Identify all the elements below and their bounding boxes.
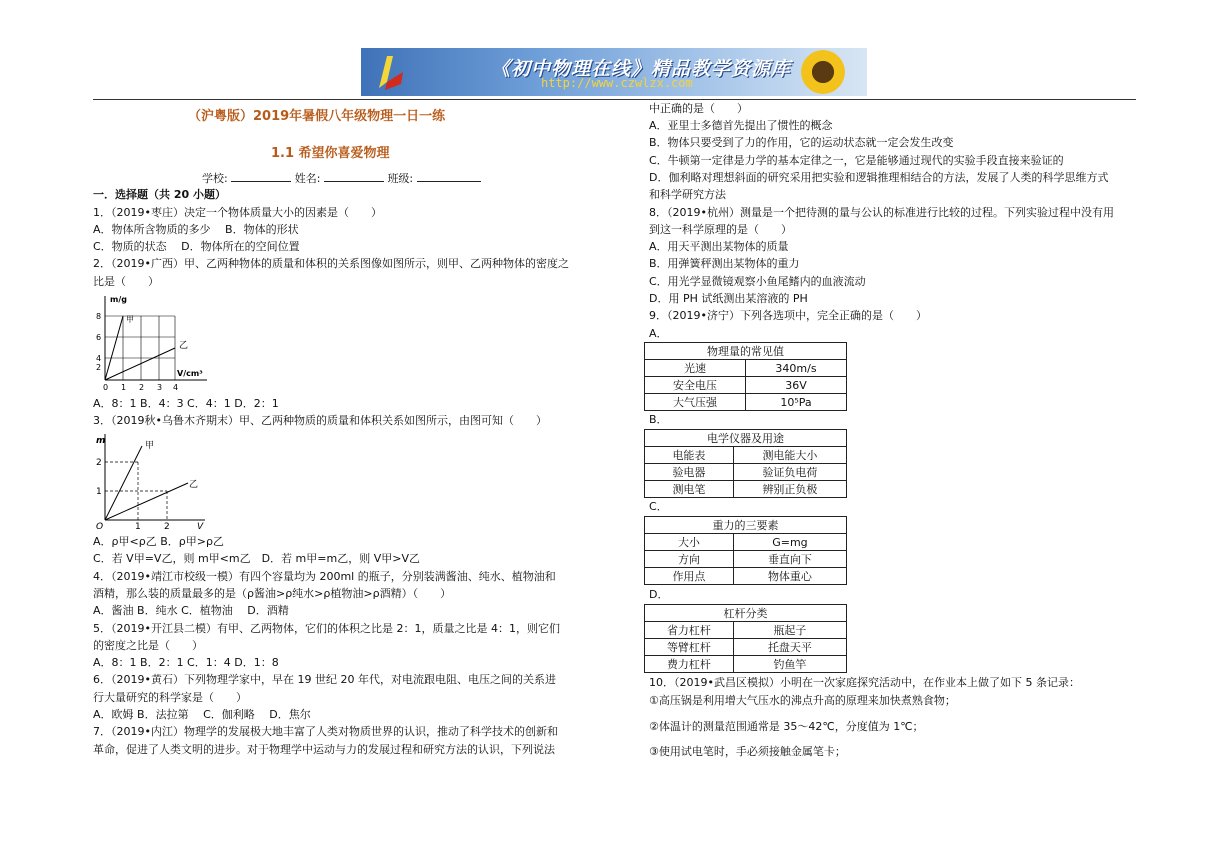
table-cell: 安全电压 bbox=[645, 377, 746, 394]
table-cell: 物体重心 bbox=[733, 568, 846, 585]
table-cell: 验电器 bbox=[645, 464, 734, 481]
tick-label: 4 bbox=[173, 383, 179, 392]
question-line: 革命，促进了人类文明的进步。对于物理学中运动与力的发展过程和研究方法的认识，下列说法 bbox=[93, 743, 555, 756]
question-line: 4．（2019•靖江市校级一模）有四个容量均为 200ml 的瓶子，分别装满酱油、纯水、植物油和 bbox=[93, 570, 556, 583]
header-banner bbox=[361, 48, 867, 96]
option-label: C． bbox=[649, 500, 668, 513]
header-rule bbox=[93, 99, 1136, 100]
question-line: D．用 PH 试纸测出某溶液的 PH bbox=[649, 292, 808, 305]
record-item: ①高压锅是利用增大气压水的沸点升高的原理来加快煮熟食物； bbox=[649, 694, 956, 707]
question-line: A．用天平测出某物体的质量 bbox=[649, 240, 789, 253]
table-cell: 钓鱼竿 bbox=[733, 656, 846, 673]
question-line: 1．（2019•枣庄）决定一个物体质量大小的因素是（ ） bbox=[93, 206, 382, 219]
page-title: （沪粤版）2019年暑假八年级物理一日一练 bbox=[188, 109, 446, 124]
sunflower-image bbox=[801, 50, 845, 94]
table-title: 杠杆分类 bbox=[645, 605, 847, 622]
table-cell: 36V bbox=[746, 377, 847, 394]
question-line: 6．（2019•黄石）下列物理学家中，早在 19 世纪 20 年代，对电流跟电阻、电压之间的关系进 bbox=[93, 673, 556, 686]
tick-label: 1 bbox=[96, 487, 102, 497]
tick-label: 6 bbox=[96, 333, 102, 342]
question-line: B．物体只要受到了力的作用，它的运动状态就一定会发生改变 bbox=[649, 136, 954, 149]
question-line: 比是（ ） bbox=[93, 275, 159, 288]
tick-label: 2 bbox=[96, 458, 102, 468]
graph1-xlabel: V/cm³ bbox=[177, 369, 203, 378]
table-cell: 测电笔 bbox=[645, 481, 734, 498]
table-cell: 辨别正负极 bbox=[733, 481, 846, 498]
question-line: 中正确的是（ ） bbox=[649, 102, 748, 115]
banner-title: 《初中物理在线》精品教学资源库 bbox=[491, 58, 792, 80]
table-option-a bbox=[644, 342, 847, 411]
table-cell: 等臂杠杆 bbox=[645, 639, 734, 656]
answer-options: A．ρ甲<ρ乙 B．ρ甲>ρ乙 bbox=[93, 535, 224, 548]
series-label: 甲 bbox=[145, 441, 155, 451]
table-option-d bbox=[644, 604, 847, 673]
tick-label: 3 bbox=[157, 383, 163, 392]
table-cell: 方向 bbox=[645, 551, 734, 568]
table-cell: 省力杠杆 bbox=[645, 622, 734, 639]
school-label: 学校: bbox=[202, 172, 228, 185]
table-cell: 340m/s bbox=[746, 360, 847, 377]
series-label: 乙 bbox=[189, 480, 199, 490]
tick-label: 2 bbox=[164, 522, 170, 532]
record-item: ③使用试电笔时，手必须接触金属笔卡； bbox=[649, 745, 846, 758]
name-blank[interactable] bbox=[324, 171, 384, 182]
table-cell: 大小 bbox=[645, 534, 734, 551]
graph2-ylabel: m bbox=[96, 436, 106, 446]
question-line: A．亚里士多德首先提出了惯性的概念 bbox=[649, 119, 833, 132]
page-subtitle: 1.1 希望你喜爱物理 bbox=[271, 146, 390, 161]
tick-label: 0 bbox=[103, 383, 109, 392]
answer-options: A．8：1 B．4：3 C．4：1 D．2：1 bbox=[93, 397, 279, 410]
table-cell: 瓶起子 bbox=[733, 622, 846, 639]
table-cell: 10⁵Pa bbox=[746, 394, 847, 411]
graph1-ylabel: m/g bbox=[110, 295, 127, 304]
banner-url: http://www.czwlzx.com bbox=[541, 76, 693, 90]
question-line: D．伽利略对理想斜面的研究采用把实验和逻辑推理相结合的方法，发展了人类的科学思维方式 bbox=[649, 171, 1109, 184]
question-line: 2．（2019•广西）甲、乙两种物体的质量和体积的关系图像如图所示，则甲、乙两种物体的密度之 bbox=[93, 257, 569, 270]
graph2-xlabel: V bbox=[197, 522, 204, 532]
section-heading: 一．选择题（共 20 小题） bbox=[93, 188, 226, 201]
question-line: 到这一科学原理的是（ ） bbox=[649, 223, 792, 236]
question-line: C．牛顿第一定律是力学的基本定律之一，它是能够通过现代的实验手段直接来验证的 bbox=[649, 154, 1064, 167]
table-option-c bbox=[644, 516, 847, 585]
option-label: D． bbox=[649, 588, 669, 601]
question-line: C．用光学显微镜观察小鱼尾鳍内的血液流动 bbox=[649, 275, 866, 288]
tick-label: 2 bbox=[96, 363, 102, 372]
school-blank[interactable] bbox=[231, 171, 291, 182]
mass-volume-graph-1 bbox=[93, 292, 213, 394]
table-cell: G=mg bbox=[733, 534, 846, 551]
table-cell: 大气压强 bbox=[645, 394, 746, 411]
question-line: 8．（2019•杭州）测量是一个把待测的量与公认的标准进行比较的过程。下列实验过程中没有用 bbox=[649, 206, 1114, 219]
mass-volume-graph-2 bbox=[93, 432, 213, 532]
table-cell: 验证负电荷 bbox=[733, 464, 846, 481]
question-line: A．物体所含物质的多少 B．物体的形状 bbox=[93, 223, 299, 236]
info-line bbox=[202, 171, 481, 186]
table-cell: 电能表 bbox=[645, 447, 734, 464]
table-title: 物理量的常见值 bbox=[645, 343, 847, 360]
answer-options: A．欧姆 B．法拉第 C．伽利略 D．焦尔 bbox=[93, 708, 311, 721]
table-title: 重力的三要素 bbox=[645, 517, 847, 534]
name-label: 姓名: bbox=[294, 172, 321, 185]
question-line: C．物质的状态 D．物体所在的空间位置 bbox=[93, 240, 300, 253]
tick-label: 1 bbox=[121, 383, 127, 392]
series-label: 甲 bbox=[126, 315, 134, 324]
table-cell: 测电能大小 bbox=[733, 447, 846, 464]
class-label: 班级: bbox=[387, 172, 414, 185]
question-line: 5．（2019•开江县二模）有甲、乙两物体，它们的体积之比是 2：1，质量之比是 4：1，则它们 bbox=[93, 622, 560, 635]
table-cell: 费力杠杆 bbox=[645, 656, 734, 673]
question-line: 酒精，那么装的质量最多的是（ρ酱油>ρ纯水>ρ植物油>ρ酒精）（ ） bbox=[93, 587, 452, 600]
logo-icon bbox=[373, 52, 407, 92]
question-line: 7．（2019•内江）物理学的发展极大地丰富了人类对物质世界的认识，推动了科学技术的创新和 bbox=[93, 725, 558, 738]
series-label: 乙 bbox=[179, 341, 189, 351]
table-cell: 作用点 bbox=[645, 568, 734, 585]
answer-options: C．若 V甲=V乙，则 m甲<m乙 D．若 m甲=m乙，则 V甲>V乙 bbox=[93, 552, 420, 565]
option-label: B． bbox=[649, 413, 668, 426]
table-cell: 托盘天平 bbox=[733, 639, 846, 656]
record-item: ②体温计的测量范围通常是 35～42℃，分度值为 1℃； bbox=[649, 720, 924, 733]
tick-label: 2 bbox=[139, 383, 145, 392]
question-line: B．用弹簧秤测出某物体的重力 bbox=[649, 257, 800, 270]
question-line: 10．（2019•武昌区模拟）小明在一次家庭探究活动中，在作业本上做了如下 5 条记录： bbox=[649, 676, 1080, 689]
question-line: 9．（2019•济宁）下列各选项中，完全正确的是（ ） bbox=[649, 309, 927, 322]
tick-label: 8 bbox=[96, 312, 102, 321]
tick-label: 1 bbox=[135, 522, 141, 532]
question-line: 的密度之比是（ ） bbox=[93, 639, 203, 652]
tick-label: 4 bbox=[96, 354, 102, 363]
answer-options: A．酱油 B．纯水 C．植物油 D．酒精 bbox=[93, 604, 289, 617]
table-cell: 光速 bbox=[645, 360, 746, 377]
question-line: 3．（2019秋•乌鲁木齐期末）甲、乙两种物质的质量和体积关系如图所示，由图可知（ ） bbox=[93, 414, 547, 427]
option-label: A． bbox=[649, 327, 668, 340]
question-line: 行大量研究的科学家是（ ） bbox=[93, 691, 247, 704]
tick-label: O bbox=[96, 522, 104, 532]
table-cell: 垂直向下 bbox=[733, 551, 846, 568]
question-line: 和科学研究方法 bbox=[649, 188, 726, 201]
table-title: 电学仪器及用途 bbox=[645, 430, 847, 447]
answer-options: A．8：1 B．2：1 C．1：4 D．1：8 bbox=[93, 656, 279, 669]
table-option-b bbox=[644, 429, 847, 498]
class-blank[interactable] bbox=[417, 171, 481, 182]
